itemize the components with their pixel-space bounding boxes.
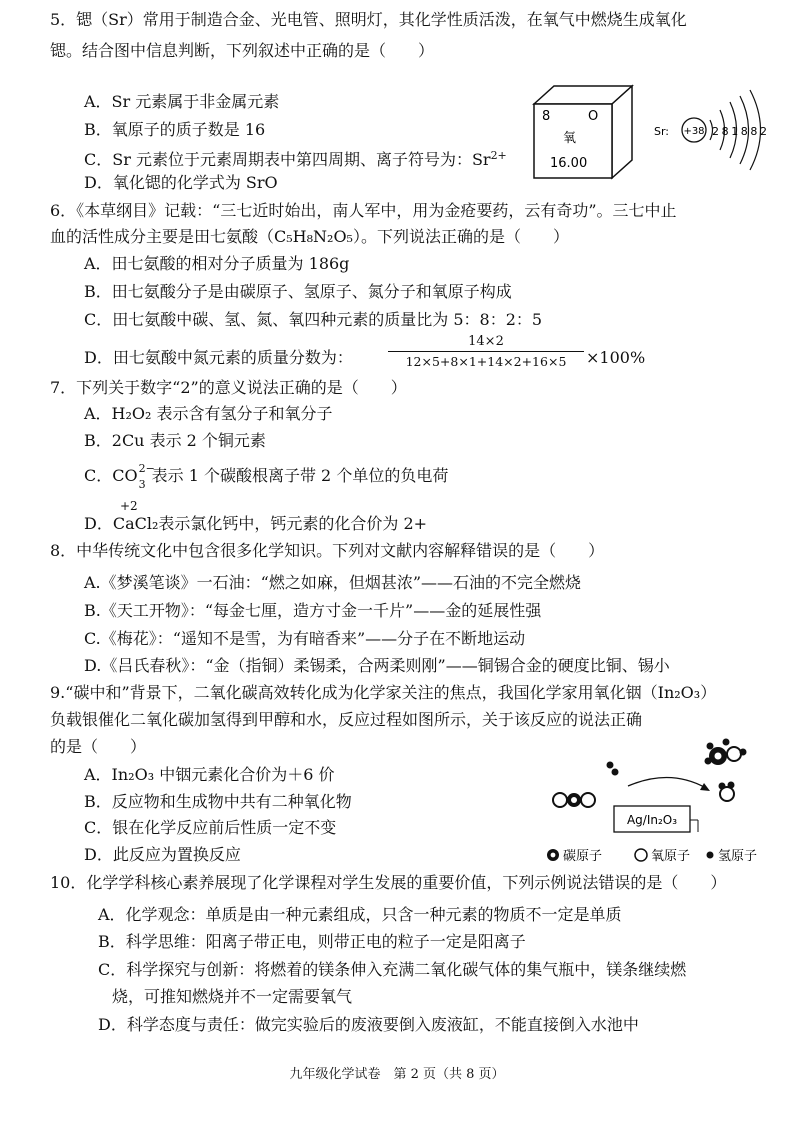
catalyst-label: Ag/In₂O₃ [626, 813, 678, 827]
q6-option-d: D．田七氨酸中氮元素的质量分数为： [84, 348, 353, 367]
q9-option-b: B．反应物和生成物中共有二种氧化物 [84, 792, 352, 811]
q6-stem-line1: 6．《本草纲目》记载：“三七近时始出，南人军中，用为金疮要药，云有奇功”。三七中止 [50, 201, 677, 220]
legend-oxygen-label: 氧原子 [651, 849, 691, 864]
carbonate-indices [138, 461, 155, 491]
q6-option-c: C．田七氨酸中碳、氢、氮、氧四种元素的质量比为 5：8：2：5 [84, 310, 543, 329]
q10-option-d: D．科学态度与责任：做完实验后的废液要倒入废液缸，不能直接倒入水池中 [98, 1015, 639, 1034]
q7-option-c-text: 表示 1 个碳酸根离子带 2 个单位的负电荷 [151, 466, 449, 485]
legend-oxygen-icon [635, 849, 647, 861]
q6-option-a: A．田七氨酸的相对分子质量为 186g [84, 254, 350, 273]
legend-carbon-label: 碳原子 [563, 849, 603, 864]
q8-option-b: B.《天工开物》：“每金七厘，造方寸金一千片”——金的延展性强 [84, 601, 542, 620]
q5-stem-line1: 5．锶（Sr）常用于制造合金、光电管、照明灯，其化学性质活泼，在氧气中燃烧生成氧化 [50, 10, 687, 29]
fraction-percent: ×100% [586, 348, 646, 367]
q8-option-c: C.《梅花》：“遥知不是雪，为有暗香来”——分子在不断地运动 [84, 629, 526, 648]
q7-option-b: B．2Cu 表示 2 个铜元素 [84, 431, 266, 450]
atom-symbol-label: Sr: [654, 125, 670, 138]
q9-option-a: A．In₂O₃ 中铟元素化合价为＋6 价 [84, 765, 335, 784]
fraction-bar [388, 351, 584, 352]
q7-option-c [84, 461, 449, 491]
element-symbol: O [588, 109, 599, 124]
q5-option-d: D．氧化锶的化学式为 SrO [84, 173, 278, 192]
q10-option-a: A．化学观念：单质是由一种元素组成，只含一种元素的物质不一定是单质 [98, 905, 622, 924]
q10-option-b: B．科学思维：阳离子带正电，则带正电的粒子一定是阳离子 [98, 932, 526, 951]
element-name: 氧 [563, 131, 577, 146]
q7-option-a: A．H₂O₂ 表示含有氢分子和氧分子 [84, 404, 333, 423]
co2-molecule [553, 793, 595, 807]
q8-stem: 8．中华传统文化中包含很多化学知识。下列对文献内容解释错误的是（ ） [50, 541, 605, 560]
q9-stem-line1: 9.“碳中和”背景下，二氧化碳高效转化成为化学家关注的焦点，我国化学家用氧化铟（In₂O₃） [50, 683, 717, 702]
q7-option-d: D．CaCl₂表示氯化钙中，钙元素的化合价为 2+ [84, 514, 428, 533]
q6-stem-line2: 血的活性成分主要是田七氨酸（C₅H₈N₂O₅）。下列说法正确的是（ ） [50, 227, 569, 246]
q5-option-c-text: C．Sr 元素位于元素周期表中第四周期、离子符号为：Sr [84, 150, 491, 169]
legend-hydrogen-label: 氢原子 [718, 849, 758, 864]
q6-mass-fraction [388, 334, 584, 370]
q6-option-b: B．田七氨酸分子是由碳原子、氢原子、氮分子和氧原子构成 [84, 282, 512, 301]
q9-option-d: D．此反应为置换反应 [84, 845, 241, 864]
methanol-molecule [705, 739, 747, 766]
q5-option-a: A．Sr 元素属于非金属元素 [84, 92, 280, 111]
page-footer: 九年级化学试卷 第 2 页（共 8 页） [289, 1067, 505, 1082]
q7-stem: 7．下列关于数字“2”的意义说法正确的是（ ） [50, 378, 407, 397]
sr-atom-structure-diagram [652, 86, 782, 174]
q7-valence-mark: +2 [120, 499, 138, 513]
reaction-arrow [628, 777, 706, 788]
q8-option-a: A.《梦溪笔谈》一石油：“燃之如麻，但烟甚浓”——石油的不完全燃烧 [84, 573, 582, 592]
q10-stem: 10．化学学科核心素养展现了化学课程对学生发展的重要价值，下列示例说法错误的是（ ） [50, 873, 727, 892]
atom-shell-electrons: 281882 [712, 125, 770, 138]
element-atomic-number: 8 [542, 109, 551, 124]
q9-stem-line2: 负载银催化二氧化碳加氢得到甲醇和水，反应过程如图所示，关于该反应的说法正确 [50, 710, 643, 729]
reaction-process-diagram [540, 728, 780, 876]
q5-option-b: B．氧原子的质子数是 16 [84, 120, 266, 139]
legend-hydrogen-icon [707, 852, 714, 859]
q10-option-c-line1: C．科学探究与创新：将燃着的镁条伸入充满二氧化碳气体的集气瓶中，镁条继续燃 [98, 960, 687, 979]
water-molecule [719, 782, 735, 802]
carbonate-subscript: 3 [138, 477, 146, 491]
atom-nucleus-charge: +38 [683, 126, 705, 137]
carbonate-charge: 2− [138, 461, 155, 475]
q5-stem-line2: 锶。结合图中信息判断，下列叙述中正确的是（ ） [50, 41, 435, 60]
q10-option-c-line2: 烧，可推知燃烧并不一定需要氧气 [112, 987, 353, 1006]
element-mass: 16.00 [550, 156, 588, 171]
h2-molecule [607, 762, 619, 776]
q5-option-c [84, 146, 507, 170]
q9-stem-line3: 的是（ ） [50, 737, 147, 756]
q7-option-c-prefix: C．CO [84, 466, 138, 485]
element-cell-figure [532, 82, 636, 180]
atom-legend [547, 848, 757, 864]
fraction-denominator: 12×5+8×1+14×2+16×5 [405, 354, 567, 369]
q8-option-d: D.《吕氏春秋》：“金（指铜）柔锡柔，合两柔则刚”——铜锡合金的硬度比铜、锡小 [84, 656, 670, 675]
q9-option-c: C．银在化学反应前后性质一定不变 [84, 818, 337, 837]
q5-option-c-charge: 2+ [490, 149, 507, 162]
fraction-numerator: 14×2 [468, 334, 504, 349]
